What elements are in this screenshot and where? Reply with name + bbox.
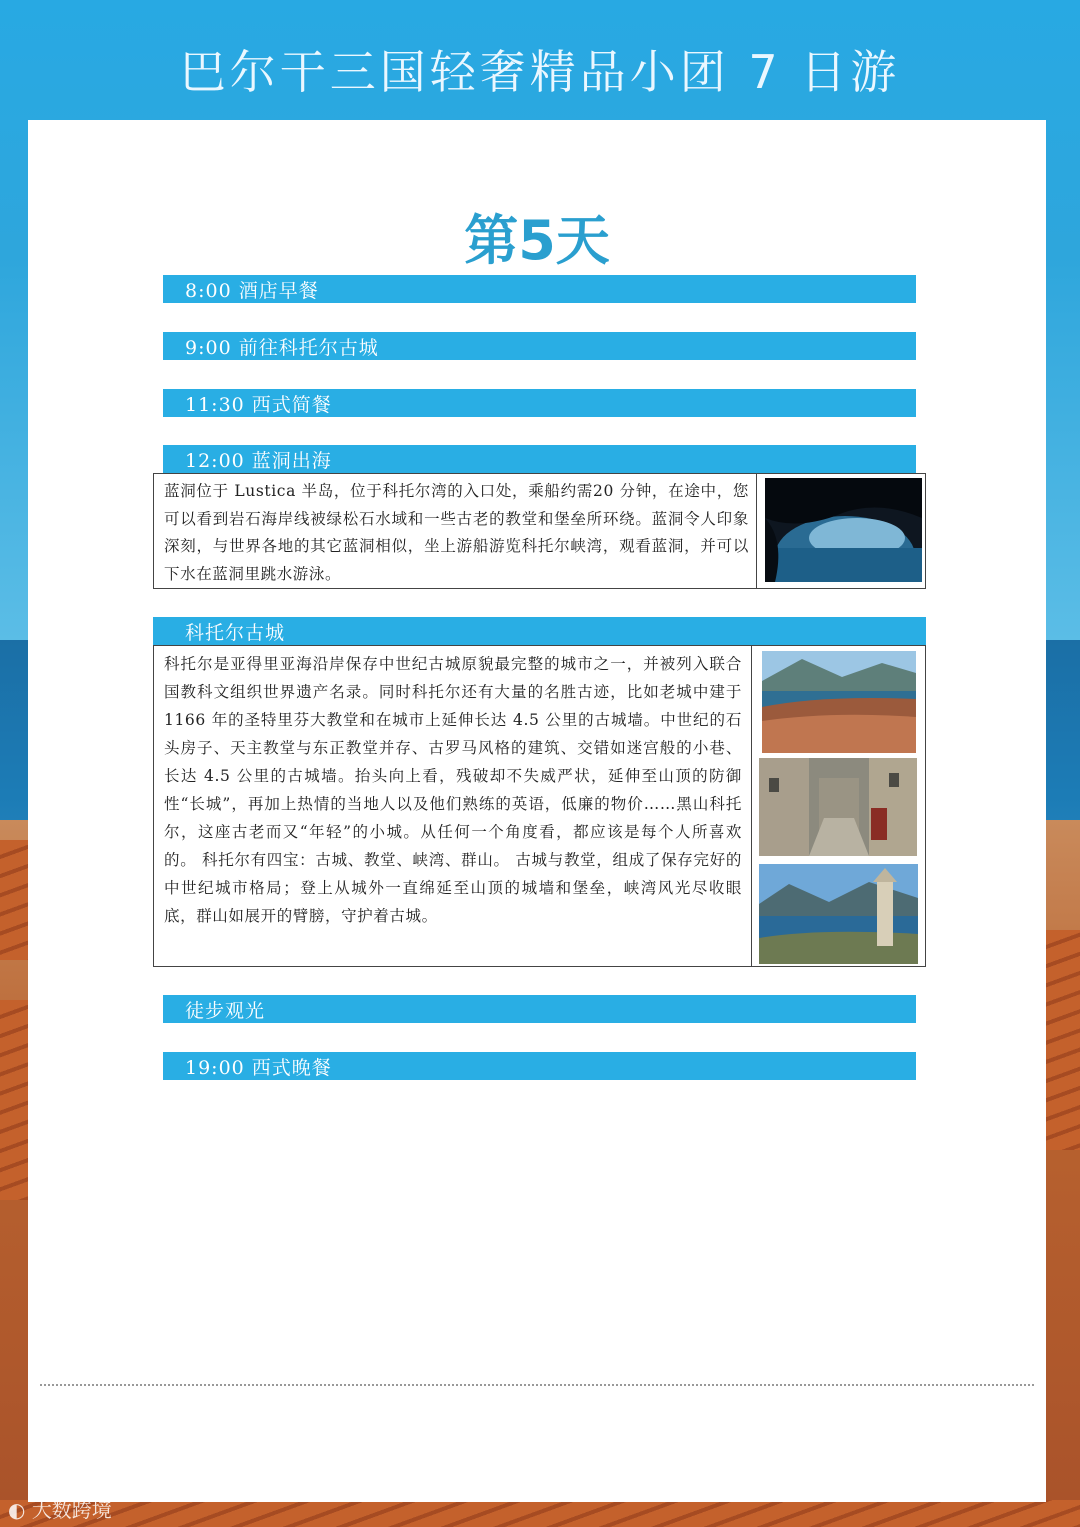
schedule-item-dinner: 19:00 西式晚餐 — [163, 1052, 916, 1080]
roof-decoration — [0, 840, 28, 960]
kotor-section-heading: 科托尔古城 — [153, 617, 926, 645]
roof-decoration — [0, 1000, 28, 1200]
itinerary-sheet — [28, 120, 1046, 1502]
watermark-text: 大数跨境 — [31, 1498, 112, 1522]
kotor-church-bay-photo — [759, 864, 918, 964]
roof-decoration — [1046, 930, 1080, 1150]
blue-cave-description: 蓝洞位于 Lustica 半岛，位于科托尔湾的入口处，乘船约需20 分钟，在途中，您可以看到岩石海岸线被绿松石水域和一些古老的教堂和堡垒所环绕。蓝洞令人印象深刻，与世界各地的其它蓝洞相似，坐上游船游览科托尔峡湾，观看蓝洞，并可以下水在蓝洞里跳水游泳。 — [164, 482, 749, 583]
blue-cave-photo — [765, 478, 922, 582]
box-divider — [756, 474, 757, 588]
kotor-bay-photo — [762, 651, 916, 753]
page-header-title: 巴尔干三国轻奢精品小团 7 日游 — [179, 45, 901, 99]
roof-decoration — [0, 1500, 1080, 1527]
day-title: 第5天 — [464, 209, 610, 272]
schedule-item-breakfast: 8:00 酒店早餐 — [163, 275, 916, 303]
dotted-divider — [40, 1384, 1034, 1386]
blue-cave-description-box — [153, 473, 926, 589]
schedule-item-blue-cave: 12:00 蓝洞出海 — [163, 445, 916, 473]
kotor-description: 科托尔是亚得里亚海沿岸保存中世纪古城原貌最完整的城市之一，并被列入联合国教科文组织世界遗产名录。同时科托尔还有大量的名胜古迹，比如老城中建于 1166 年的圣特里芬大教堂和在城市上延伸长达 4.5 公里的古城墙。中世纪的石头房子、天主教堂与东正教堂并存、古罗马风格的建筑、交错如迷宫般的小巷、长达 4.5 公里的古城墙。抬头向上看，残破却不失威严状，延伸至山顶的防御性“长城”，再加上热情的当地人以及他们熟练的英语，低廉的物价……黑山科托尔，这座古老而又“年轻”的小城。从任何一个角度看，都应该是每个人所喜欢的。 科托尔有四宝：古城、教堂、峡湾、群山。 古城与教堂，组成了保存完好的中世纪城市格局；登上从城外一直绵延至山顶的城墙和堡垒，峡湾风光尽收眼底，群山如展开的臂膀，守护着古城。 — [164, 655, 742, 925]
kotor-description-box — [153, 645, 926, 967]
kotor-old-street-photo — [759, 758, 917, 856]
schedule-item-lunch: 11:30 西式简餐 — [163, 389, 916, 417]
box-divider — [751, 646, 752, 966]
watermark — [8, 1494, 112, 1523]
schedule-item-depart-kotor: 9:00 前往科托尔古城 — [163, 332, 916, 360]
watermark-logo-icon: ◐ — [8, 1498, 26, 1522]
schedule-item-walking-tour: 徒步观光 — [163, 995, 916, 1023]
